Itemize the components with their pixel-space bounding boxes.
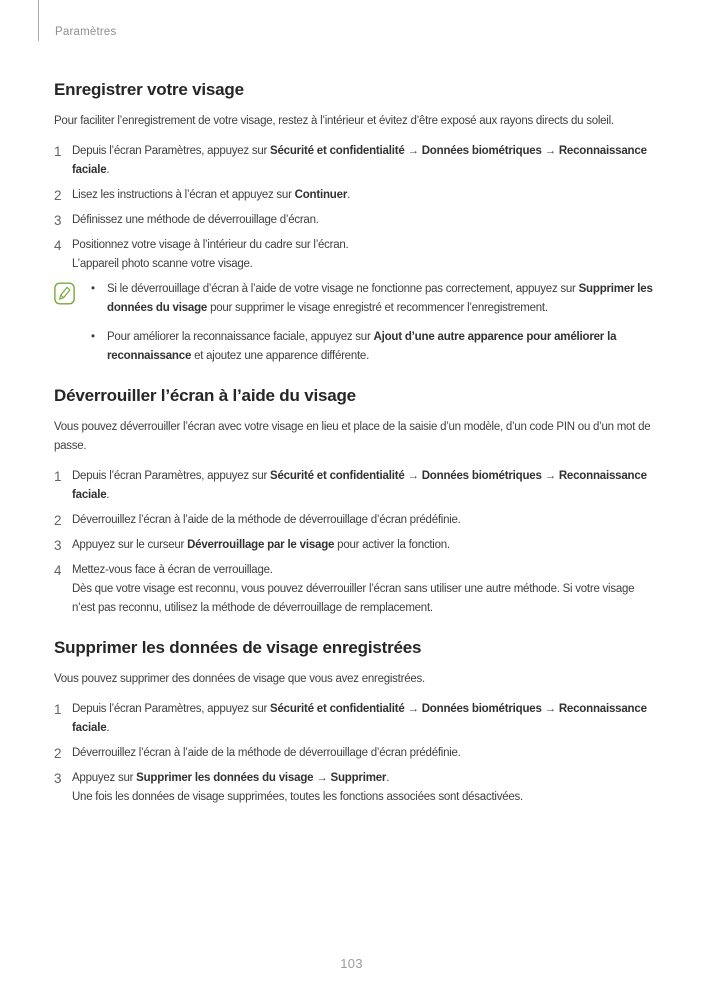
step-text: Mettez-vous face à écran de verrouillage.	[72, 564, 273, 576]
step-text: Déverrouillez l’écran à l’aide de la méthode de déverrouillage d’écran prédéfinie.	[72, 747, 461, 759]
bullet-dot: •	[91, 331, 96, 343]
step-number: 3	[54, 538, 62, 553]
steps-list	[54, 700, 658, 807]
step-text: Depuis l’écran Paramètres, appuyez sur Sécurité et confidentialité → Données biométriques → Reconnaissance faciale.	[72, 470, 647, 501]
step-text: Positionnez votre visage à l’intérieur du cadre sur l’écran.	[72, 239, 349, 251]
step-number: 4	[54, 563, 62, 578]
step-subtext: Une fois les données de visage supprimées, toutes les fonctions associées sont désactivées.	[72, 791, 523, 803]
pencil-note-icon	[54, 282, 75, 305]
step-text: Depuis l’écran Paramètres, appuyez sur Sécurité et confidentialité → Données biométriques → Reconnaissance faciale.	[72, 145, 647, 176]
step-1	[54, 142, 658, 180]
step-4	[54, 561, 658, 618]
running-header: Paramètres	[55, 26, 117, 38]
step-3	[54, 211, 658, 230]
note-box	[54, 280, 658, 366]
step-2	[54, 186, 658, 205]
step-subtext: Dès que votre visage est reconnu, vous pouvez déverrouiller l’écran sans utiliser une autre méthode. Si votre visage n’est pas reconnu, utilisez la méthode de déverrouillage de remplacement.	[72, 583, 635, 614]
step-number: 4	[54, 238, 62, 253]
steps-list	[54, 142, 658, 274]
step-number: 3	[54, 771, 62, 786]
section-supprimer-donnees-visage	[54, 638, 658, 807]
step-1	[54, 467, 658, 505]
step-text: Depuis l’écran Paramètres, appuyez sur Sécurité et confidentialité → Données biométriques → Reconnaissance faciale.	[72, 703, 647, 734]
step-text: Déverrouillez l’écran à l’aide de la méthode de déverrouillage d’écran prédéfinie.	[72, 514, 461, 526]
step-text: Appuyez sur Supprimer les données du visage → Supprimer.	[72, 772, 390, 784]
step-number: 1	[54, 702, 62, 717]
note-text: Si le déverrouillage d’écran à l’aide de votre visage ne fonctionne pas correctement, appuyez sur Supprimer les données du visage pour supprimer le visage enregistré et recommencer l’enregistrement.	[107, 283, 653, 314]
step-4	[54, 236, 658, 274]
step-1	[54, 700, 658, 738]
page-number: 103	[340, 956, 363, 971]
step-subtext: L’appareil photo scanne votre visage.	[72, 258, 253, 270]
steps-list	[54, 467, 658, 618]
section-title: Déverrouiller l’écran à l’aide du visage	[54, 386, 356, 405]
step-number: 3	[54, 213, 62, 228]
note-bullet	[91, 328, 658, 366]
step-number: 2	[54, 188, 62, 203]
step-text: Lisez les instructions à l’écran et appuyez sur Continuer.	[72, 189, 351, 201]
section-title: Enregistrer votre visage	[54, 80, 244, 99]
step-2	[54, 511, 658, 530]
step-text: Définissez une méthode de déverrouillage d’écran.	[72, 214, 319, 226]
step-2	[54, 744, 658, 763]
note-bullet-list	[91, 280, 658, 366]
note-bullet	[91, 280, 658, 318]
section-intro: Vous pouvez déverrouiller l’écran avec votre visage en lieu et place de la saisie d’un modèle, d’un code PIN ou d’un mot de passe.	[54, 421, 651, 452]
bullet-dot: •	[91, 283, 96, 295]
section-intro: Pour faciliter l’enregistrement de votre visage, restez à l’intérieur et évitez d’être exposé aux rayons directs du soleil.	[54, 115, 614, 127]
section-title: Supprimer les données de visage enregistrées	[54, 638, 422, 657]
step-number: 1	[54, 144, 62, 159]
step-number: 2	[54, 513, 62, 528]
step-3	[54, 769, 658, 807]
page-content	[54, 80, 658, 827]
step-number: 2	[54, 746, 62, 761]
step-text: Appuyez sur le curseur Déverrouillage par le visage pour activer la fonction.	[72, 539, 450, 551]
header-divider-rule	[38, 0, 39, 41]
section-deverrouiller-ecran-visage	[54, 386, 658, 618]
step-number: 1	[54, 469, 62, 484]
note-text: Pour améliorer la reconnaissance faciale, appuyez sur Ajout d’une autre apparence pour améliorer la reconnaissance et ajoutez une apparence différente.	[107, 331, 617, 362]
step-3	[54, 536, 658, 555]
section-intro: Vous pouvez supprimer des données de visage que vous avez enregistrées.	[54, 673, 425, 685]
section-enregistrer-votre-visage	[54, 80, 658, 366]
